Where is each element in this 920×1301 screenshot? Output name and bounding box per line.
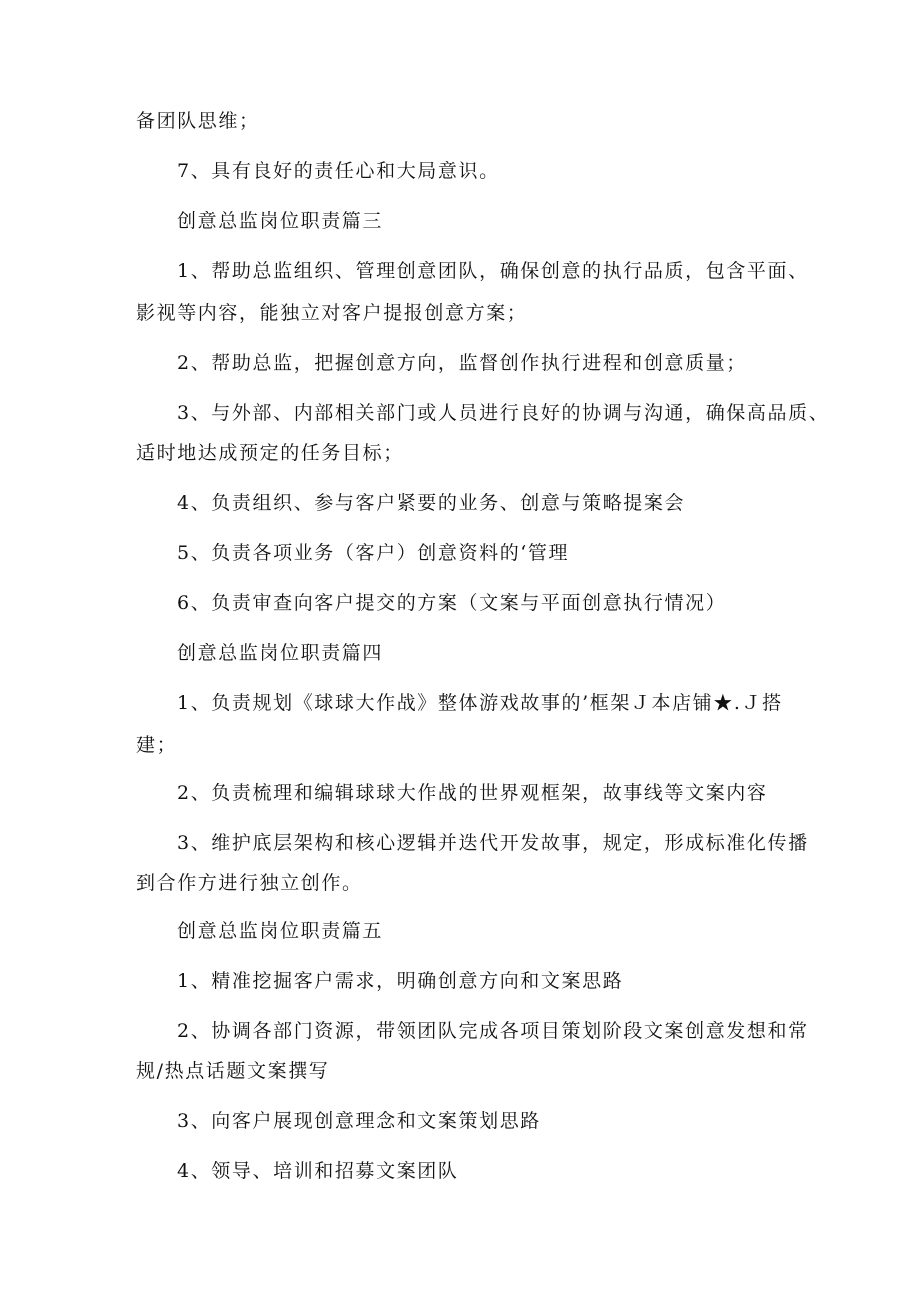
list-item-1-line-2: 影视等内容，能独立对客户提报创意方案； bbox=[136, 302, 528, 324]
list-item-2: 2、负责梳理和编辑球球大作战的世界观框架，故事线等文案内容 bbox=[177, 782, 768, 804]
section-heading-5: 创意总监岗位职责篇五 bbox=[177, 920, 384, 942]
section-heading-4: 创意总监岗位职责篇四 bbox=[177, 642, 384, 664]
list-item-2-line-2: 规/热点话题文案撰写 bbox=[136, 1060, 330, 1082]
list-item-3-line-1: 3、与外部、内部相关部门或人员进行良好的协调与沟通，确保高品质、 bbox=[177, 402, 830, 424]
list-item-4: 4、领导、培训和招募文案团队 bbox=[177, 1160, 459, 1182]
list-item-6: 6、负责审查向客户提交的方案（文案与平面创意执行情况） bbox=[177, 592, 727, 614]
list-item-1-line-1: 1、负责规划《球球大作战》整体游戏故事的’框架Ｊ本店铺★.Ｊ搭 bbox=[177, 692, 783, 714]
list-item-1-line-2: 建； bbox=[136, 734, 178, 756]
list-item-1: 1、精准挖掘客户需求，明确创意方向和文案思路 bbox=[177, 970, 624, 992]
text-line-continuation: 备团队思维； bbox=[136, 110, 260, 132]
list-item-3-line-2: 适时地达成预定的任务目标； bbox=[136, 442, 404, 464]
list-item-1-line-1: 1、帮助总监组织、管理创意团队，确保创意的执行品质，包含平面、 bbox=[177, 260, 809, 282]
list-item-4: 4、负责组织、参与客户紧要的业务、创意与策略提案会 bbox=[177, 492, 686, 514]
list-item-7: 7、具有良好的责任心和大局意识。 bbox=[177, 160, 500, 182]
list-item-2: 2、帮助总监，把握创意方向，监督创作执行进程和创意质量； bbox=[177, 352, 747, 374]
list-item-3-line-1: 3、维护底层架构和核心逻辑并迭代开发故事，规定，形成标准化传播 bbox=[177, 832, 809, 854]
list-item-2-line-1: 2、协调各部门资源，带领团队完成各项目策划阶段文案创意发想和常 bbox=[177, 1020, 809, 1042]
section-heading-3: 创意总监岗位职责篇三 bbox=[177, 210, 384, 232]
list-item-3-line-2: 到合作方进行独立创作。 bbox=[136, 872, 363, 894]
list-item-3: 3、向客户展现创意理念和文案策划思路 bbox=[177, 1110, 541, 1132]
list-item-5: 5、负责各项业务（客户）创意资料的‘管理 bbox=[177, 542, 570, 564]
